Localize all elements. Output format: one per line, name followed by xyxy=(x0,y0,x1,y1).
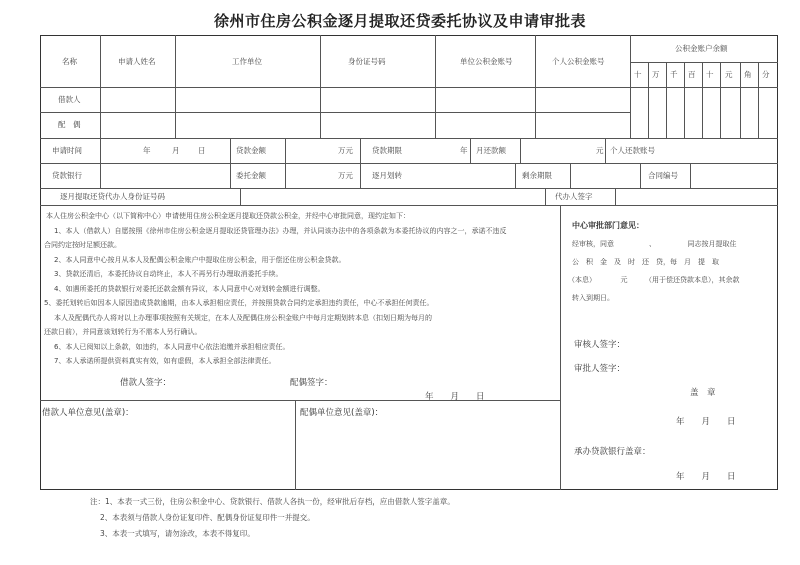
col-line xyxy=(560,205,561,490)
approval-date: 年 月 日 xyxy=(676,417,736,427)
header-work-unit: 工作单位 xyxy=(232,57,262,66)
col-line xyxy=(535,35,536,138)
row-line xyxy=(40,188,778,189)
approval-line: 公 积 金 及 时 还 贷，每 月 提 取 xyxy=(572,258,719,266)
agreement-line: 2、本人同意中心按月从本人及配偶公积金账户中提取住房公积金，用于偿还住房公积金贷款。 xyxy=(54,256,346,264)
label-apply-time: 申请时间 xyxy=(52,146,82,155)
spouse-signature[interactable]: 配偶签字： xyxy=(290,378,333,388)
col-line xyxy=(666,62,667,138)
col-line xyxy=(295,400,296,490)
header-applicant-name: 申请人姓名 xyxy=(118,57,156,66)
label-contract-no: 合同编号 xyxy=(648,171,678,180)
agreement-line: 还款日前），并同意该划转行为不需本人另行确认。 xyxy=(44,328,202,336)
label-lending-bank: 贷款银行 xyxy=(52,171,82,180)
col-line xyxy=(740,62,741,138)
agreement-line: 4、如遇所委托的贷款银行对委托还款金额有异议，本人同意中心对划转金额进行调整。 xyxy=(54,285,325,293)
col-line xyxy=(615,188,616,205)
digit-label: 分 xyxy=(762,70,770,79)
bank-stamp[interactable]: 承办贷款银行盖章： xyxy=(574,447,651,457)
header-id-number: 身份证号码 xyxy=(348,57,386,66)
label-wan-yuan: 万元 xyxy=(338,146,353,155)
label-month: 月 xyxy=(172,146,180,155)
label-agent-id: 逐月提取还贷代办人身份证号码 xyxy=(60,192,165,201)
label-personal-loan-account: 个人还款账号 xyxy=(610,146,655,155)
row-line xyxy=(630,62,778,63)
digit-label: 十 xyxy=(706,70,714,79)
row-borrower: 借款人 xyxy=(58,95,81,104)
row-line xyxy=(40,138,778,139)
digit-label: 百 xyxy=(688,70,696,79)
agreement-line: 本人住房公积金中心（以下简称中心）申请使用住房公积金逐月提取还贷款公积金，并经中心审批同意，现约定如下： xyxy=(46,212,410,220)
digit-label: 元 xyxy=(725,70,733,79)
col-line xyxy=(605,138,606,163)
header-personal-account: 个人公积金账号 xyxy=(552,57,605,66)
borrower-unit-stamp[interactable]: 借款人单位意见(盖章)： xyxy=(42,408,134,418)
page-title: 徐州市住房公积金逐月提取还贷委托协议及申请审批表 xyxy=(213,12,586,30)
col-line xyxy=(690,163,691,188)
digit-label: 角 xyxy=(744,70,752,79)
header-unit-account: 单位公积金账号 xyxy=(460,57,513,66)
approval-line: （本息） 元 （用于偿还贷款本息），其余款 xyxy=(568,276,740,284)
label-year-unit: 年 xyxy=(460,146,468,155)
reviewer-signature[interactable]: 审核人签字： xyxy=(574,340,626,350)
label-year: 年 xyxy=(143,146,151,155)
digit-label: 万 xyxy=(652,70,660,79)
bank-date: 年 月 日 xyxy=(676,472,736,482)
label-commission-amount: 委托金额 xyxy=(236,171,266,180)
label-yuan: 元 xyxy=(596,146,604,155)
col-line xyxy=(360,138,361,188)
label-transfer-period: 逐月划转 xyxy=(372,171,402,180)
label-loan-term: 贷款期限 xyxy=(372,146,402,155)
borrower-signature[interactable]: 借款人签字： xyxy=(120,378,172,388)
agreement-line: 1、本人（借款人）自愿按照《徐州市住房公积金逐月提取还贷管理办法》办理，并认同该办法中的各项条款为本委托协议的内容之一，承诺不违反 xyxy=(54,227,507,235)
row-line xyxy=(40,87,778,88)
col-line xyxy=(720,62,721,138)
label-agent-sign: 代办人签字 xyxy=(555,192,593,201)
agreement-line: 6、本人已阅知以上条款，如违约，本人同意中心依法追缴并承担相应责任。 xyxy=(54,343,290,351)
col-line xyxy=(648,62,649,138)
agreement-line: 3、贷款还清后，本委托协议自动终止，本人不再另行办理取消委托手续。 xyxy=(54,270,283,278)
col-line xyxy=(100,138,101,188)
col-line xyxy=(520,138,521,163)
approver-signature[interactable]: 审批人签字： xyxy=(574,364,626,374)
row-line xyxy=(40,163,778,164)
digit-label: 十 xyxy=(634,70,642,79)
agreement-line: 合同约定按时足额还款。 xyxy=(44,241,121,249)
spouse-unit-stamp[interactable]: 配偶单位意见(盖章)： xyxy=(300,408,384,418)
label-loan-amount: 贷款金额 xyxy=(236,146,266,155)
col-line xyxy=(545,188,546,205)
header-balance: 公积金账户余额 xyxy=(675,44,728,53)
row-spouse: 配 偶 xyxy=(58,120,81,129)
col-line xyxy=(435,35,436,138)
signature-date: 年 月 日 xyxy=(425,392,485,402)
col-line xyxy=(230,138,231,188)
approval-heading: 中心审批部门意见： xyxy=(572,221,644,230)
label-day: 日 xyxy=(198,146,206,155)
footnote: 2、本表须与借款人身份证复印件、配偶身份证复印件一并提交。 xyxy=(100,513,315,522)
col-line xyxy=(702,62,703,138)
header-name: 名称 xyxy=(62,57,77,66)
col-line xyxy=(640,163,641,188)
col-line xyxy=(515,163,516,188)
col-line xyxy=(100,35,101,138)
col-line xyxy=(684,62,685,138)
footnote: 注：1、本表一式三份，住房公积金中心、贷款银行、借款人各执一份，经审批后存档，应由借款人签字盖章。 xyxy=(90,497,455,506)
agreement-line: 7、本人承诺所提供资料真实有效，如有虚假，本人承担全部法律责任。 xyxy=(54,357,276,365)
col-line xyxy=(320,35,321,138)
digit-label: 千 xyxy=(670,70,678,79)
col-line xyxy=(630,35,631,138)
label-remaining-term: 剩余期限 xyxy=(522,171,552,180)
label-monthly-payment: 月还款额 xyxy=(476,146,506,155)
approval-line: 转入到期日。 xyxy=(572,294,614,302)
col-line xyxy=(240,188,241,205)
col-line xyxy=(470,138,471,163)
row-line xyxy=(40,205,778,206)
approval-stamp: 盖 章 xyxy=(690,388,716,398)
label-wan-yuan-2: 万元 xyxy=(338,171,353,180)
col-line xyxy=(285,138,286,188)
col-line xyxy=(175,35,176,138)
agreement-line: 5、委托划转后如因本人原因造成贷款逾期，由本人承担相应责任，并按照贷款合同约定承担违约责任，中心不承担任何责任。 xyxy=(44,299,434,307)
footnote: 3、本表一式填写，请勿涂改，本表不得复印。 xyxy=(100,529,255,538)
col-line xyxy=(570,163,571,188)
col-line xyxy=(758,62,759,138)
approval-line: 经审核，同意 、 同志按月提取住 xyxy=(572,240,737,248)
row-line xyxy=(40,112,630,113)
agreement-line: 本人及配偶代办人将对以上办理事项按照有关规定，在本人及配偶住房公积金账户中每月定期划转本息（扣划日期为每月的 xyxy=(54,314,432,322)
